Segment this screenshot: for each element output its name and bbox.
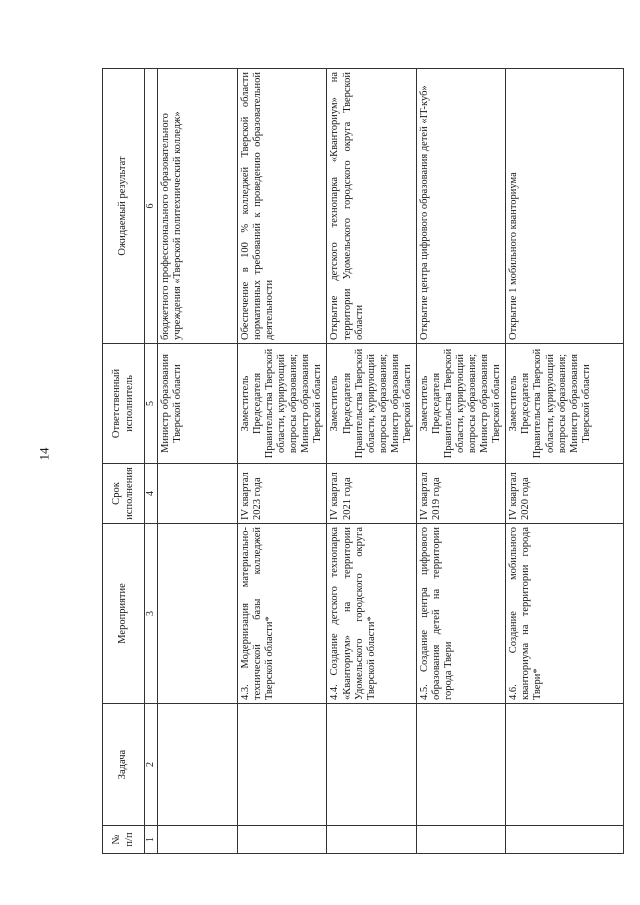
header-task: Задача	[103, 704, 145, 826]
header-num: № п/п	[103, 826, 145, 854]
table-row	[327, 69, 416, 854]
row-result: бюджетного профессионального образовательного учреждения «Тверской политехнический колледж»	[158, 69, 238, 344]
row-task	[327, 704, 416, 826]
table-row	[506, 69, 624, 854]
row-event: 4.5. Создание центра цифрового образования детей на территории города Твери	[416, 524, 505, 704]
row-executor: Заместитель Председателя Правительства Тверской области, курирующий вопросы образования; Министр образования Тверской области	[416, 344, 505, 464]
table-row	[158, 69, 238, 854]
row-event: 4.4. Создание детского технопарка «Кванториум» на территории Удомельского городского округа Тверской области*	[327, 524, 416, 704]
header-result: Ожидаемый результат	[103, 69, 145, 344]
page-number: 14	[36, 447, 52, 461]
row-result: Открытие 1 мобильного кванториума	[506, 69, 624, 344]
row-event: 4.6. Создание мобильного кванториума на территории города Твери*	[506, 524, 624, 704]
row-result: Открытие центра цифрового образования детей «IT-куб»	[416, 69, 505, 344]
row-executor: Заместитель Председателя Правительства Тверской области, курирующий вопросы образования; Министр образования Тверской области	[327, 344, 416, 464]
row-event: 4.3. Модернизация материально-технической базы колледжей Тверской области*	[238, 524, 327, 704]
column-number: 5	[145, 344, 158, 464]
row-task	[238, 704, 327, 826]
table-header-row	[103, 69, 145, 854]
row-task	[158, 704, 238, 826]
column-number: 6	[145, 69, 158, 344]
row-task	[416, 704, 505, 826]
row-executor: Заместитель Председателя Правительства Тверской области, курирующий вопросы образования; Министр образования Тверской области	[238, 344, 327, 464]
plan-table	[102, 68, 624, 854]
table-row	[416, 69, 505, 854]
row-num	[238, 826, 327, 854]
header-executor: Ответственный исполнитель	[103, 344, 145, 464]
header-deadline: Срок исполнения	[103, 464, 145, 524]
header-event: Мероприятие	[103, 524, 145, 704]
row-result: Открытие детского технопарка «Кванториум» на территории Удомельского городского округа Тверской области	[327, 69, 416, 344]
row-deadline: IV квартал 2020 года	[506, 464, 624, 524]
column-number: 2	[145, 704, 158, 826]
row-deadline: IV квартал 2021 года	[327, 464, 416, 524]
row-executor: Заместитель Председателя Правительства Тверской области, курирующий вопросы образования; Министр образования Тверской области	[506, 344, 624, 464]
row-task	[506, 704, 624, 826]
row-deadline: IV квартал 2019 года	[416, 464, 505, 524]
column-number-row	[145, 69, 158, 854]
column-number: 1	[145, 826, 158, 854]
rotated-table-container	[102, 69, 619, 854]
column-number: 4	[145, 464, 158, 524]
column-number: 3	[145, 524, 158, 704]
row-deadline: IV квартал 2023 года	[238, 464, 327, 524]
row-deadline	[158, 464, 238, 524]
row-executor: Министр образования Тверской области	[158, 344, 238, 464]
row-num	[506, 826, 624, 854]
row-num	[327, 826, 416, 854]
row-result: Обеспечение в 100 % колледжей Тверской области нормативных требований к проведению образовательной деятельности	[238, 69, 327, 344]
row-num	[416, 826, 505, 854]
row-event	[158, 524, 238, 704]
row-num	[158, 826, 238, 854]
table-row	[238, 69, 327, 854]
